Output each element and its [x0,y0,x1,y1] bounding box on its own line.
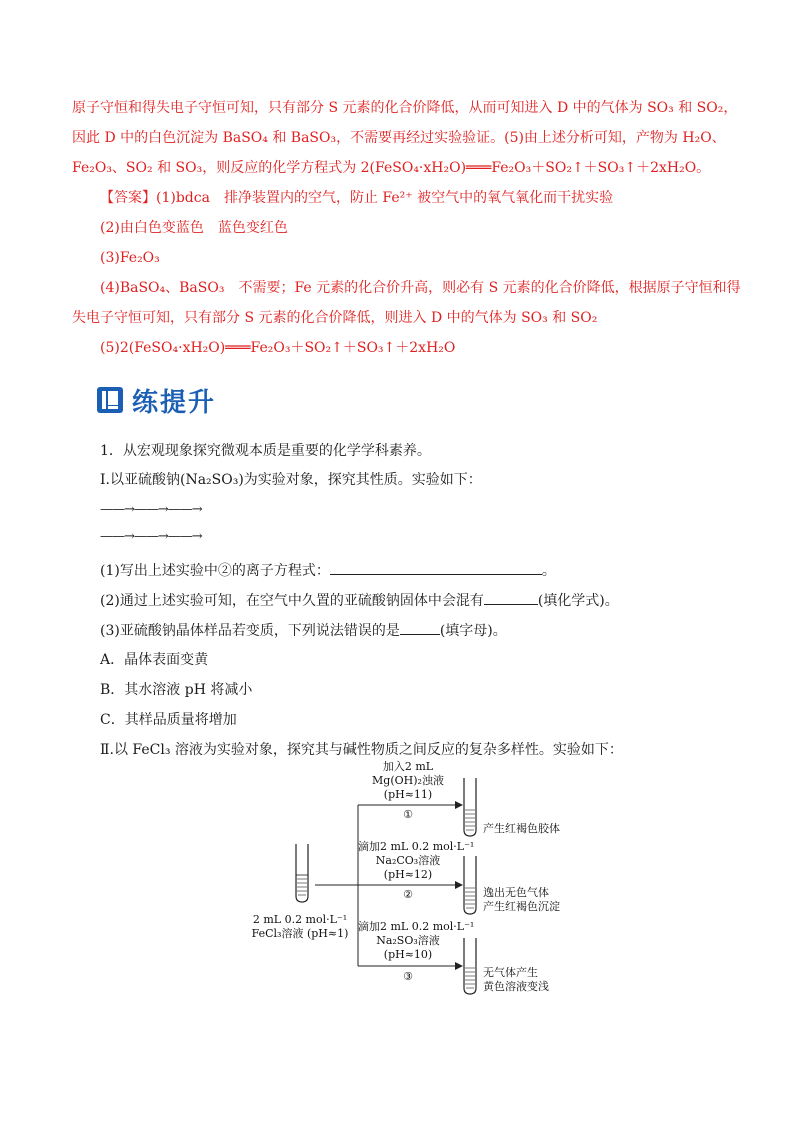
source-test-tube [296,844,308,902]
section-heading [96,383,216,417]
explanation-line-2: 因此 D 中的白色沉淀为 BaSO₄ 和 BaSO₃，不需要再经过实验验证。(5)由上述分析可知，产物为 H₂O、 [72,130,726,146]
option-a: A．晶体表面变黄 [100,652,209,668]
reaction-arrows-row-1: ——→——→——→ [100,502,202,517]
branch-3-number: ③ [403,970,413,983]
part2-title: Ⅱ.以 FeCl₃ 溶液为实验对象，探究其与碱性物质之间反应的复杂多样性。实验如下： [100,742,623,758]
branch-3-ph: (pH≈10) [383,948,433,961]
answer-tag: 【答案】 [100,190,156,206]
explanation-line-3: Fe₂O₃、SO₂ 和 SO₃，则反应的化学方程式为 2(FeSO₄·xH₂O)═══Fe₂O₃＋SO₂↑＋SO₃↑＋2xH₂O。 [72,160,711,176]
answer-blank-1[interactable] [330,560,542,575]
answer-line-4b: 失电子守恒可知，只有部分 S 元素的化合价降低，则进入 D 中的气体为 SO₃ 和 SO₂ [72,310,598,326]
part1-title: Ⅰ.以亚硫酸钠(Na₂SO₃)为实验对象，探究其性质。实验如下： [100,472,482,488]
branch-2-reagent: Na₂CO₃溶液 [375,854,441,867]
branch-2-result-1: 逸出无色气体 [483,886,549,899]
branch-1-number: ① [403,808,413,821]
answer-1-text: (1)bdca 排净装置内的空气，防止 Fe²⁺ 被空气中的氧气氧化而干扰实验 [156,190,614,206]
question-1-label: (1)写出上述实验中②的离子方程式： [100,563,330,579]
answer-line-1 [100,188,613,208]
question-1 [100,560,556,581]
answer-blank-3[interactable] [400,620,440,635]
question-3-suffix: (填字母)。 [439,623,507,639]
answer-line-5: (5)2(FeSO₄·xH₂O)═══Fe₂O₃＋SO₂↑＋SO₃↑＋2xH₂O [100,340,456,356]
result-tube-1 [464,778,476,836]
branch-2-reagent-amount: 滴加2 mL 0.2 mol·L⁻¹ [358,840,475,853]
branch-1-reagent-amount: 加入2 mL [382,760,434,773]
result-tube-2 [464,856,476,914]
question-2-suffix: (填化学式)。 [537,593,619,609]
branch-2-ph: (pH≈12) [383,868,433,881]
branch-3-reagent: Na₂SO₃溶液 [376,934,440,947]
answer-line-3: (3)Fe₂O₃ [100,250,160,266]
option-c: C．其样品质量将增加 [100,712,237,728]
section-title: 练提升 [132,387,217,418]
branch-2-number: ② [403,888,413,901]
branch-2-result-2: 产生红褐色沉淀 [483,900,560,913]
question-3-label: (3)亚硫酸钠晶体样品若变质，下列说法错误的是 [100,623,400,639]
branch-1-ph: (pH≈11) [383,788,433,801]
question-intro: 1．从宏观现象探究微观本质是重要的化学学科素养。 [100,443,431,459]
option-b: B．其水溶液 pH 将减小 [100,682,253,698]
branch-1-reagent: Mg(OH)₂浊液 [372,774,444,787]
branch-1-result: 产生红褐色胶体 [483,822,560,835]
reaction-arrows-row-2: ——→——→——→ [100,529,202,544]
explanation-line-1: 原子守恒和得失电子守恒可知，只有部分 S 元素的化合价降低，从而可知进入 D 中的气体为 SO₃ 和 SO₂， [72,100,738,116]
question-3 [100,620,507,641]
answer-line-4a: (4)BaSO₄、BaSO₃ 不需要；Fe 元素的化合价升高，则必有 S 元素的化合价降低，根据原子守恒和得 [100,280,741,296]
answer-line-2: (2)由白色变蓝色 蓝色变红色 [100,220,288,236]
branch-3-result-2: 黄色溶液变浅 [483,980,549,993]
answer-blank-2[interactable] [484,590,538,605]
result-tube-3 [464,938,476,994]
source-concentration: 2 mL 0.2 mol·L⁻¹ [252,913,348,926]
question-2 [100,590,619,611]
question-1-suffix: 。 [541,563,556,579]
branch-3-result-1: 无气体产生 [483,966,538,979]
book-icon [96,386,124,414]
question-2-label: (2)通过上述实验可知，在空气中久置的亚硫酸钠固体中会混有 [100,593,484,609]
source-solution: FeCl₃溶液 (pH≈1) [251,927,349,940]
experiment-diagram [240,760,620,1005]
branch-3-reagent-amount: 滴加2 mL 0.2 mol·L⁻¹ [358,920,475,933]
